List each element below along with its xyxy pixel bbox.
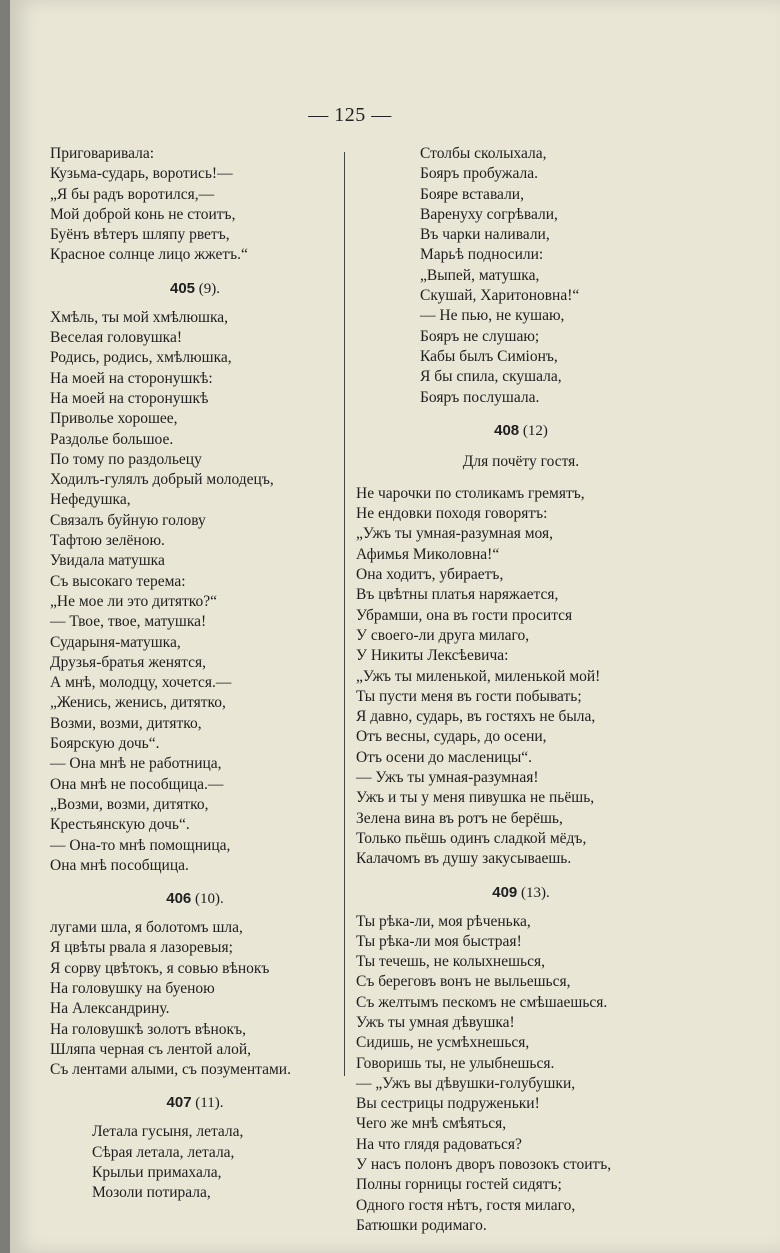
verse-line: Шляпа черная съ лентой алой,	[50, 1040, 251, 1058]
verse-line: Ты рѣка-ли моя быстрая!	[356, 932, 522, 950]
verse-line: Полны горницы гостей сидятъ;	[356, 1176, 562, 1194]
verse-line: Бояръ не слушаю;	[420, 327, 540, 345]
page-number: — 125 —	[308, 104, 392, 126]
verse-line: Боярскую дочь“.	[50, 735, 160, 753]
song-variant: (11).	[195, 1095, 224, 1112]
verse-line: — „Ужъ вы дѣвушки-голубушки,	[356, 1074, 576, 1092]
verse-line: Чего же мнѣ смѣяться,	[356, 1115, 507, 1133]
verse-line: Скушай, Харитоновна!“	[420, 287, 580, 305]
verse-line: Отъ осени до масленицы“.	[356, 748, 533, 766]
verse-line: Буёнъ вѣтеръ шляпу рветъ,	[50, 226, 230, 244]
verse-line: Тафтою зелёною.	[50, 532, 165, 550]
verse-line: Бояре вставали,	[420, 185, 524, 203]
verse-line: Раздолье большое.	[50, 430, 174, 448]
song-405-verse	[50, 308, 340, 876]
verse-line: Мозоли потирала,	[92, 1184, 211, 1202]
verse-line: Батюшки родимаго.	[356, 1216, 487, 1234]
verse-line: Ты рѣка-ли, моя рѣченька,	[356, 912, 531, 930]
verse-line: Отъ весны, сударь, до осени,	[356, 728, 547, 746]
song-number: 405	[169, 279, 196, 297]
book-page	[10, 0, 780, 1253]
verse-line: Ужъ ты умная дѣвушка!	[356, 1013, 515, 1031]
verse-line: Кабы былъ Симіонъ,	[420, 347, 558, 365]
verse-line: Въ цвѣтны платья наряжается,	[356, 586, 559, 604]
intro-verse	[50, 144, 340, 266]
verse-line: На что глядя радоваться?	[356, 1135, 522, 1153]
verse-line: Друзья-братья женятся,	[50, 653, 206, 671]
verse-line: „Ужъ ты умная-разумная моя,	[356, 525, 553, 543]
verse-line: Приволье хорошее,	[50, 410, 178, 428]
verse-line: Вы сестрицы подруженьки!	[356, 1095, 540, 1113]
verse-line: Въ чарки наливали,	[420, 226, 550, 244]
verse-line: Варенуху согрѣвали,	[420, 205, 558, 223]
verse-line: Крыльи примахала,	[92, 1164, 222, 1182]
verse-line: лугами шла, я болотомъ шла,	[50, 919, 243, 937]
song-number-408	[356, 414, 686, 448]
verse-line: Летала гусыня, летала,	[92, 1123, 244, 1141]
verse-line: Я сорву цвѣтокъ, я совью вѣнокъ	[50, 959, 270, 977]
verse-line: Съ лентами алыми, съ позументами.	[50, 1061, 291, 1079]
right-column	[356, 144, 686, 1236]
song-number-409	[356, 876, 686, 910]
verse-line: „Ужъ ты миленькой, миленькой мой!	[356, 667, 601, 685]
verse-line: Кузьма-сударь, воротись!—	[50, 165, 233, 183]
verse-line: Одного гостя нѣтъ, гостя милаго,	[356, 1196, 576, 1214]
verse-line: На моей на сторонушкѣ:	[50, 369, 213, 387]
verse-line: „Выпей, матушка,	[420, 266, 540, 284]
song-number-406	[50, 882, 340, 916]
verse-line: Не ендовки походя говорятъ:	[356, 505, 548, 523]
verse-line: „Не мое ли это дитятко?“	[50, 592, 217, 610]
verse-line: Марьѣ подносили:	[420, 246, 544, 264]
verse-line: Убрамши, она въ гости просится	[356, 606, 573, 624]
song-number: 406	[166, 890, 192, 908]
verse-line: Мой доброй конь не стоитъ,	[50, 205, 236, 223]
verse-line: Ужъ и ты у меня пивушка не пьёшь,	[356, 789, 595, 807]
song-409-verse	[356, 912, 686, 1237]
verse-line: На головушку на буеною	[50, 979, 215, 997]
song-number: 408	[494, 421, 520, 439]
song-407-verse	[50, 1122, 340, 1203]
verse-line: Столбы сколыхала,	[420, 145, 547, 162]
song-number-407	[50, 1086, 340, 1120]
verse-line: Съ береговъ вонъ не выльешься,	[356, 973, 571, 991]
verse-line: Я давно, сударь, въ гостяхъ не была,	[356, 708, 596, 726]
verse-line: Хмѣль, ты мой хмѣлюшка,	[50, 308, 229, 326]
verse-line: У насъ полонъ дворъ повозокъ стоитъ,	[356, 1156, 612, 1174]
song-407-continuation	[356, 144, 686, 408]
verse-line: Она мнѣ пособщица.	[50, 856, 189, 874]
verse-line: Съ желтымъ пескомъ не смѣшаешься.	[356, 993, 608, 1011]
verse-line: Говоришь ты, не улыбнешься.	[356, 1054, 555, 1072]
verse-line: Сидишь, не усмѣхнешься,	[356, 1034, 530, 1052]
verse-line: Ты течешь, не колыхнешься,	[356, 953, 545, 971]
verse-line: Веселая головушка!	[50, 329, 182, 347]
song-406-verse	[50, 918, 340, 1080]
verse-line: На Александрину.	[50, 1000, 170, 1018]
verse-line: Красное солнце лицо жжетъ.“	[50, 246, 248, 264]
verse-line: „Возми, возми, дитятко,	[50, 795, 209, 813]
song-variant: (13).	[521, 884, 550, 901]
verse-line: Калачомъ въ душу закусываешь.	[356, 850, 572, 868]
verse-line: Только пьёшь одинъ сладкой мёдъ,	[356, 829, 587, 847]
verse-line: Я цвѣты рвала я лазоревыя;	[50, 939, 233, 957]
verse-line: Возми, возми, дитятко,	[50, 714, 202, 732]
verse-line: Я бы спила, скушала,	[420, 368, 562, 386]
verse-line: Ходилъ-гулялъ добрый молодецъ,	[50, 471, 274, 489]
verse-line: — Не пью, не кушаю,	[420, 307, 565, 325]
song-408-verse	[356, 484, 686, 870]
verse-line: Афимья Миколовна!“	[356, 545, 500, 563]
verse-line: Приговаривала:	[50, 145, 155, 162]
song-subtitle: Для почёту гостя.	[462, 452, 580, 470]
verse-line: Бояръ пробужала.	[420, 165, 538, 183]
left-column	[50, 144, 340, 1204]
verse-line: Увидала матушка	[50, 552, 165, 570]
verse-line: — Она мнѣ не работница,	[50, 755, 222, 773]
verse-line: У Никиты Лексѣевича:	[356, 647, 509, 665]
verse-line: „Женись, женись, дитятко,	[50, 694, 226, 712]
column-divider	[344, 152, 345, 1076]
verse-line: Родись, родись, хмѣлюшка,	[50, 349, 232, 367]
verse-line: По тому по раздольецу	[50, 450, 202, 468]
song-variant: (10).	[195, 891, 224, 908]
verse-line: Она мнѣ не пособщица.—	[50, 775, 224, 793]
verse-line: Съ высокаго терема:	[50, 572, 186, 590]
verse-line: Нефедушка,	[50, 491, 131, 509]
verse-line: Связалъ буйную голову	[50, 511, 206, 529]
song-number: 409	[492, 883, 518, 901]
song-variant: (9).	[198, 280, 221, 297]
verse-line: Бояръ послушала.	[420, 388, 540, 406]
verse-line: „Я бы радъ воротился,—	[50, 185, 215, 203]
song-number: 407	[166, 1094, 192, 1112]
verse-line: На головушкѣ золотъ вѣнокъ,	[50, 1020, 246, 1038]
verse-line: На моей на сторонушкѣ	[50, 389, 209, 407]
verse-line: Сѣрая летала, летала,	[92, 1143, 235, 1161]
verse-line: Она ходитъ, убираетъ,	[356, 566, 504, 584]
verse-line: — Она-то мнѣ помощница,	[50, 836, 231, 854]
verse-line: Зелена вина въ ротъ не берёшь,	[356, 809, 563, 827]
verse-line: — Ужъ ты умная-разумная!	[356, 769, 539, 787]
verse-line: У своего-ли друга милаго,	[356, 626, 530, 644]
song-variant: (12)	[522, 422, 548, 439]
verse-line: Крестьянскую дочь“.	[50, 816, 190, 834]
verse-line: — Твое, твое, матушка!	[50, 613, 207, 631]
verse-line: Ты пусти меня въ гости побывать;	[356, 687, 582, 705]
song-number-405	[50, 272, 340, 306]
verse-line: А мнѣ, молодцу, хочется.—	[50, 674, 232, 692]
verse-line: Не чарочки по столикамъ гремятъ,	[356, 484, 585, 502]
verse-line: Сударыня-матушка,	[50, 633, 181, 651]
